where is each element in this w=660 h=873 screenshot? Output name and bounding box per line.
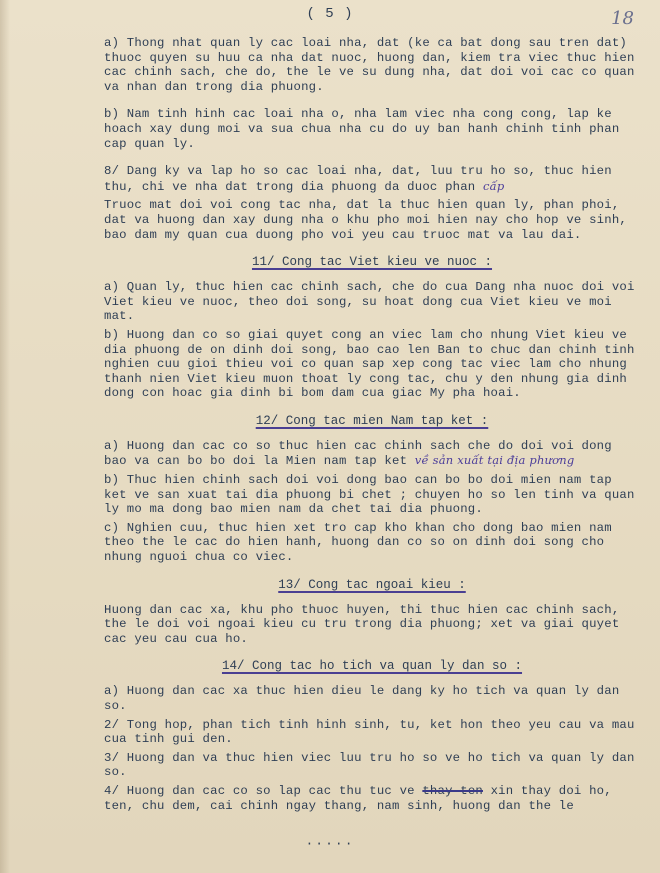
paragraph-unified-management: a) Thong nhat quan ly cac loai nha, dat (ke ca bat dong sau tren dat) thuoc quyen su huu ca nha dat nuoc, huong dan, kiem tra viec thuc hien cac chinh sach, che do, the le ve su dung nha, dat doi voi cac co quan va nhan dan trong dia phuong. bbox=[104, 36, 643, 94]
paragraph-southern-allowance: c) Nghien cuu, thuc hien xet tro cap kho khan cho dong bao mien nam theo the le cac do hien hanh, huong dan co so on dinh doi song cho nhung nguoi chua co viec. bbox=[104, 520, 620, 565]
section-heading-13 bbox=[104, 578, 640, 592]
paragraph-overseas-guidance: b) Huong dan co so giai quyet cong an viec lam cho nhung Viet kieu ve dia phuong de on dinh doi song, bao cao len Ban to chuc dan chinh tinh nghien cuu gioi thieu voi co quan sap xep cong tac viec lam cho nhung thanh nien Viet kieu muon thoat ly cong tac, chu y den nhung gia dinh dong con hoac gia dinh bi bom dam cua giac My pha hoai. bbox=[104, 327, 643, 401]
paragraph-southern-policy bbox=[104, 439, 640, 469]
paragraph-registration-text: 8/ Dang ky va lap ho so cac loai nha, dat, luu tru ho so, thuc hien thu, chi ve nha dat trong dia phuong da duoc phan bbox=[104, 164, 620, 194]
paragraph-name-change-tail: xin thay doi ho, ten, chu dem, cai chinh ngay thang, nam sinh, huong dan the le bbox=[104, 783, 620, 813]
paragraph-registry-archive: 3/ Huong dan va thuc hien viec luu tru ho so ve ho tich va quan ly dan so. bbox=[104, 750, 643, 780]
paragraph-overseas-management: a) Quan ly, thuc hien cac chinh sach, che do cua Dang nha nuoc doi voi Viet kieu ve nuoc, theo doi song, su hoat dong cua Viet kieu ve moi mat. bbox=[104, 280, 643, 324]
section-title-civil-registry: 14/ Cong tac ho tich va quan ly dan so : bbox=[221, 659, 523, 674]
section-title-southern-regroupees: 12/ Cong tac mien Nam tap ket : bbox=[255, 413, 489, 428]
page-number: ( 5 ) bbox=[306, 6, 354, 22]
paragraph-name-change-text: 4/ Huong dan cac co so lap cac thu tuc ve bbox=[104, 783, 423, 798]
paragraph-immediate-tasks: Truoc mat doi voi cong tac nha, dat la thuc hien quan ly, phan phoi, dat va huong dan xay dung nha o khu pho moi hien nay cho hop ve sinh, bao dam my quan cua duong pho voi yeu cau truoc mat va lau dai. bbox=[104, 198, 635, 242]
document-body bbox=[104, 36, 643, 817]
paragraph-name-change bbox=[104, 784, 640, 813]
section-heading-12 bbox=[104, 414, 640, 428]
paragraph-registry-guidance: a) Huong dan cac xa thuc hien dieu le dang ky ho tich va quan ly dan so. bbox=[104, 684, 627, 713]
handwritten-corner-mark: 18 bbox=[611, 8, 634, 29]
section-title-overseas-vietnamese: 11/ Cong tac Viet kieu ve nuoc : bbox=[251, 255, 493, 270]
paragraph-southern-policy-text: a) Huong dan cac co so thuc hien cac chinh sach che do doi voi dong bao va can bo bo doi la Mien nam tap ket bbox=[104, 438, 620, 469]
section-heading-11 bbox=[104, 255, 640, 269]
page-edge-shadow bbox=[0, 0, 10, 873]
continuation-dots: ····· bbox=[305, 836, 355, 851]
section-heading-14 bbox=[104, 659, 640, 673]
paragraph-registry-statistics: 2/ Tong hop, phan tich tinh hinh sinh, tu, ket hon theo yeu cau va mau cua tinh gui den. bbox=[104, 717, 643, 747]
paragraph-registration bbox=[104, 164, 640, 194]
handwritten-annotation-production: về sản xuất tại địa phương bbox=[414, 453, 575, 468]
section-title-foreign-residents: 13/ Cong tac ngoai kieu : bbox=[278, 577, 466, 592]
paragraph-foreign-residents: Huong dan cac xa, khu pho thuoc huyen, thi thuc hien cac chinh sach, the le doi voi ngoai kieu cu tru trong dia phuong; xet va giai quyet cac yeu cau cua ho. bbox=[104, 602, 627, 646]
paragraph-housing-situation: b) Nam tinh hinh cac loai nha o, nha lam viec nha cong cong, lap ke hoach xay dung moi va sua chua nha cu do uy ban hanh chinh tinh phan cap quan ly. bbox=[104, 107, 627, 151]
paragraph-southern-deceased: b) Thuc hien chinh sach doi voi dong bao can bo bo doi mien nam tap ket ve san xuat tai dia phuong bi chet ; chuyen ho so len tinh va quan ly mo ma dong bao mien nam da chet tai dia phuong. bbox=[104, 473, 643, 517]
handwritten-annotation-cap: cấp bbox=[482, 178, 505, 193]
struck-out-text: thay ten bbox=[422, 783, 483, 798]
